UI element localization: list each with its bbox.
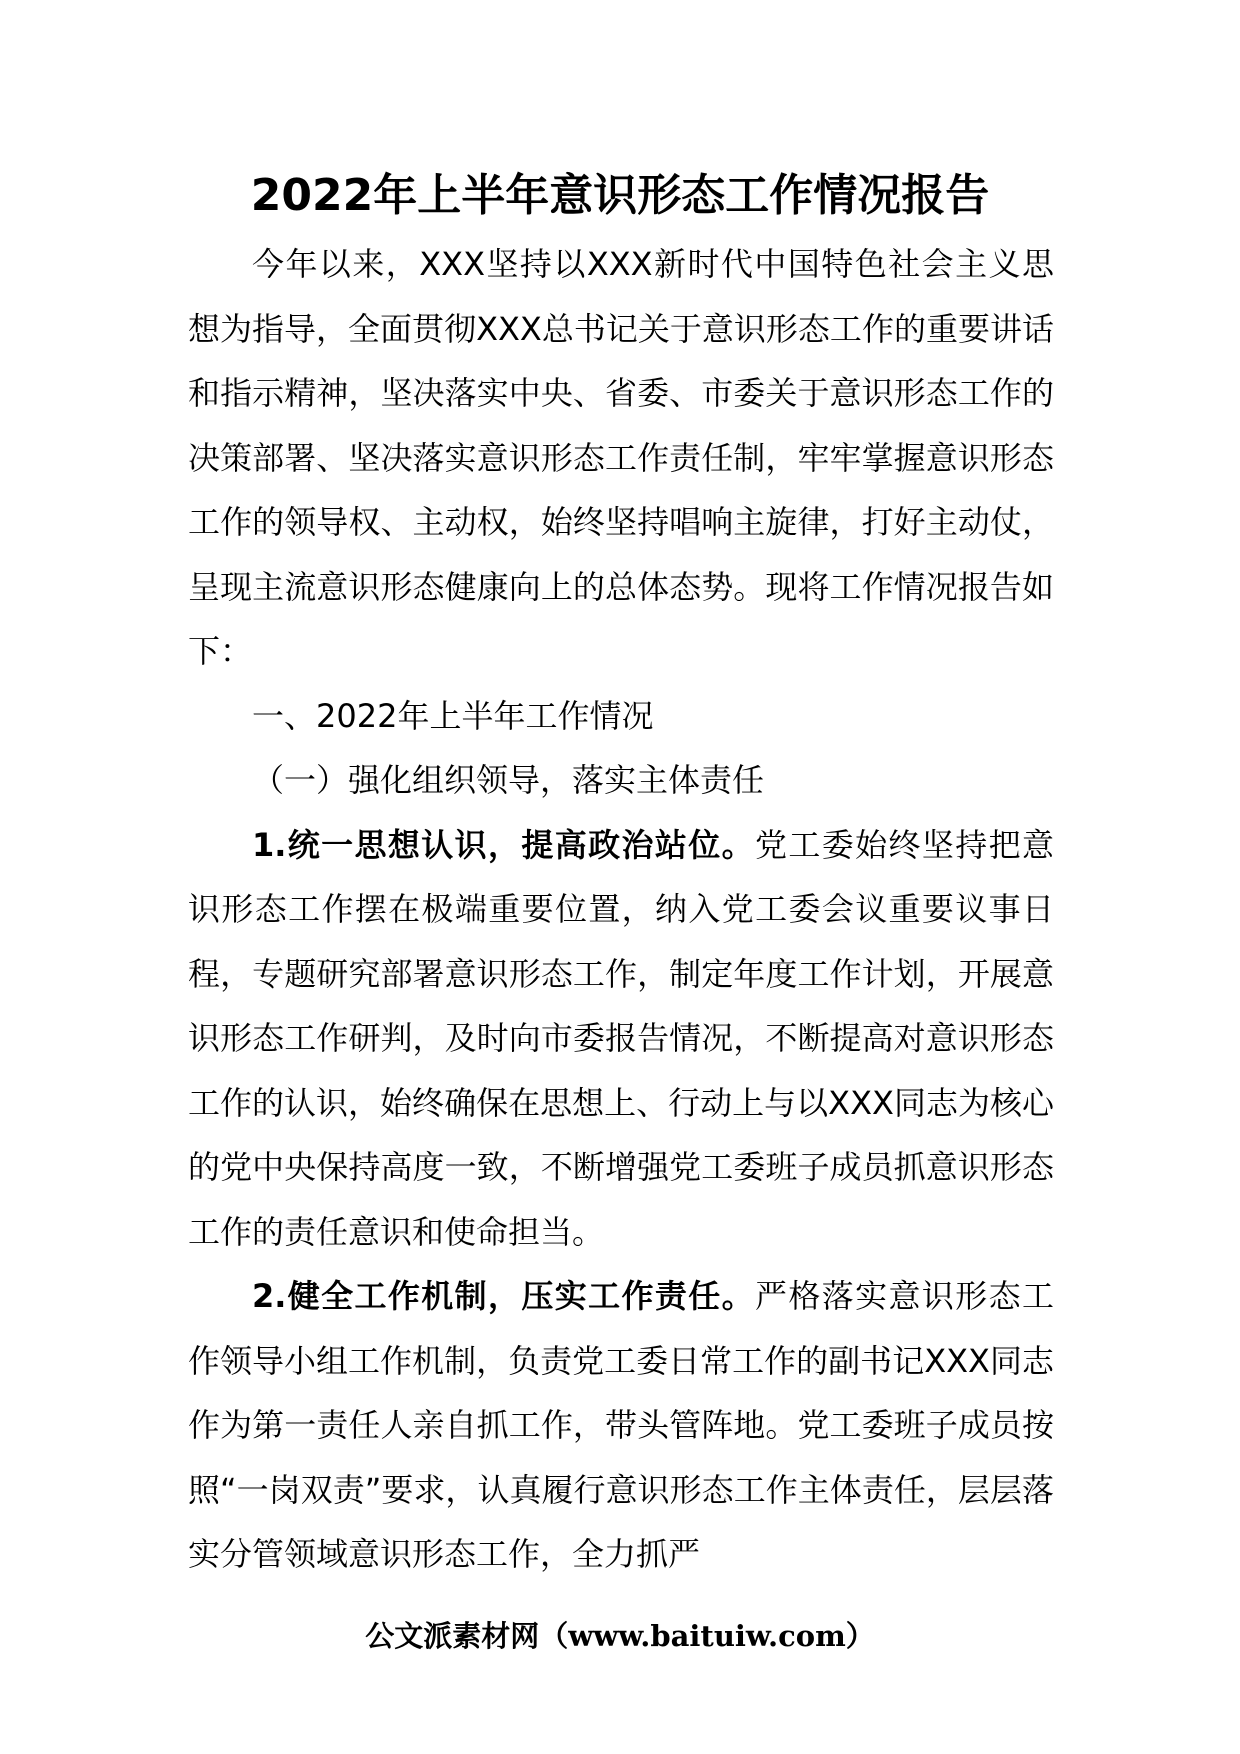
footer-label: 公文派素材网 bbox=[365, 1619, 540, 1653]
item-text: 党工委始终坚持把意识形态工作摆在极端重要位置，纳入党工委会议重要议事日程，专题研究部署意识形态工作，制定年度工作计划，开展意识形态工作研判，及时向市委报告情况，不断提高对意识形态工作的认识，始终确保在思想上、行动上与以XXX同志为核心的党中央保持高度一致，不断增强党工委班子成员抓意识形态工作的责任意识和使命担当。 bbox=[188, 825, 1054, 1251]
item-lead: 1.统一思想认识，提高政治站位。 bbox=[252, 825, 755, 864]
item-text: 严格落实意识形态工作领导小组工作机制，负责党工委日常工作的副书记XXX同志作为第一责任人亲自抓工作，带头管阵地。党工委班子成员按照“一岗双责”要求，认真履行意识形态工作主体责任，层层落实分管领域意识形态工作，全力抓严 bbox=[188, 1277, 1054, 1573]
section-heading: 一、2022年上半年工作情况 bbox=[252, 696, 654, 735]
page-footer bbox=[0, 1616, 1240, 1656]
item-lead: 2.健全工作机制，压实工作责任。 bbox=[252, 1277, 755, 1315]
footer-site: （www.baituiw.com） bbox=[539, 1619, 875, 1653]
item-paragraph bbox=[188, 813, 1054, 1265]
subsection-heading: （一）强化组织领导，落实主体责任 bbox=[252, 761, 765, 799]
item-paragraph bbox=[188, 1264, 1054, 1587]
intro-paragraph: 今年以来，XXX坚持以XXX新时代中国特色社会主义思想为指导，全面贯彻XXX总书记关于意识形态工作的重要讲话和指示精神，坚决落实中央、省委、市委关于意识形态工作的决策部署、坚决落实意识形态工作责任制，牢牢掌握意识形态工作的领导权、主动权，始终坚持唱响主旋律，打好主动仗，呈现主流意识形态健康向上的总体态势。现将工作情况报告如下： bbox=[188, 245, 1054, 670]
document-body bbox=[188, 232, 1054, 1587]
document-title: 2022年上半年意识形态工作情况报告 bbox=[250, 170, 990, 221]
